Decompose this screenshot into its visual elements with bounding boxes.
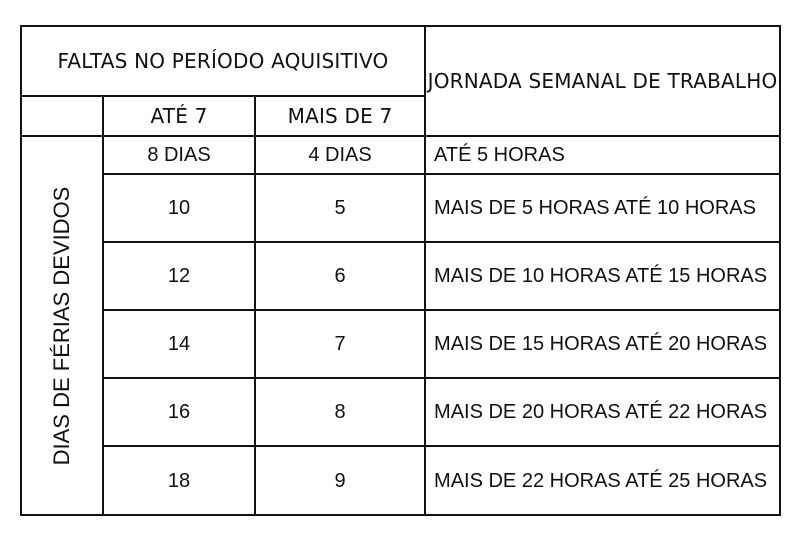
cell-up-to-7: 14	[103, 310, 255, 378]
cell-more-than-7: 7	[255, 310, 425, 378]
side-label: DIAS DE FÉRIAS DEVIDOS	[49, 186, 74, 465]
cell-more-than-7: 5	[255, 174, 425, 242]
cell-more-than-7: 6	[255, 242, 425, 310]
table-row	[21, 378, 780, 446]
table-row	[21, 446, 780, 515]
empty-corner-cell	[21, 96, 103, 136]
cell-more-than-7: 8	[255, 378, 425, 446]
side-label-cell	[21, 136, 103, 515]
cell-workweek: ATÉ 5 HORAS	[425, 136, 780, 174]
cell-workweek: MAIS DE 10 HORAS ATÉ 15 HORAS	[425, 242, 780, 310]
vacation-days-table	[20, 25, 781, 516]
cell-more-than-7: 4 DIAS	[255, 136, 425, 174]
cell-workweek: MAIS DE 22 HORAS ATÉ 25 HORAS	[425, 446, 780, 515]
cell-up-to-7: 16	[103, 378, 255, 446]
table-row	[21, 310, 780, 378]
header-absences: FALTAS NO PERÍODO AQUISITIVO	[21, 26, 425, 96]
cell-workweek: MAIS DE 20 HORAS ATÉ 22 HORAS	[425, 378, 780, 446]
table-row	[21, 174, 780, 242]
cell-up-to-7: 10	[103, 174, 255, 242]
header-row	[21, 26, 780, 96]
subheader-more-than-7: MAIS DE 7	[255, 96, 425, 136]
table-row	[21, 242, 780, 310]
cell-more-than-7: 9	[255, 446, 425, 515]
cell-up-to-7: 8 DIAS	[103, 136, 255, 174]
header-workweek: JORNADA SEMANAL DE TRABALHO	[425, 26, 780, 136]
table-row	[21, 136, 780, 174]
cell-workweek: MAIS DE 5 HORAS ATÉ 10 HORAS	[425, 174, 780, 242]
cell-workweek: MAIS DE 15 HORAS ATÉ 20 HORAS	[425, 310, 780, 378]
cell-up-to-7: 12	[103, 242, 255, 310]
subheader-up-to-7: ATÉ 7	[103, 96, 255, 136]
cell-up-to-7: 18	[103, 446, 255, 515]
